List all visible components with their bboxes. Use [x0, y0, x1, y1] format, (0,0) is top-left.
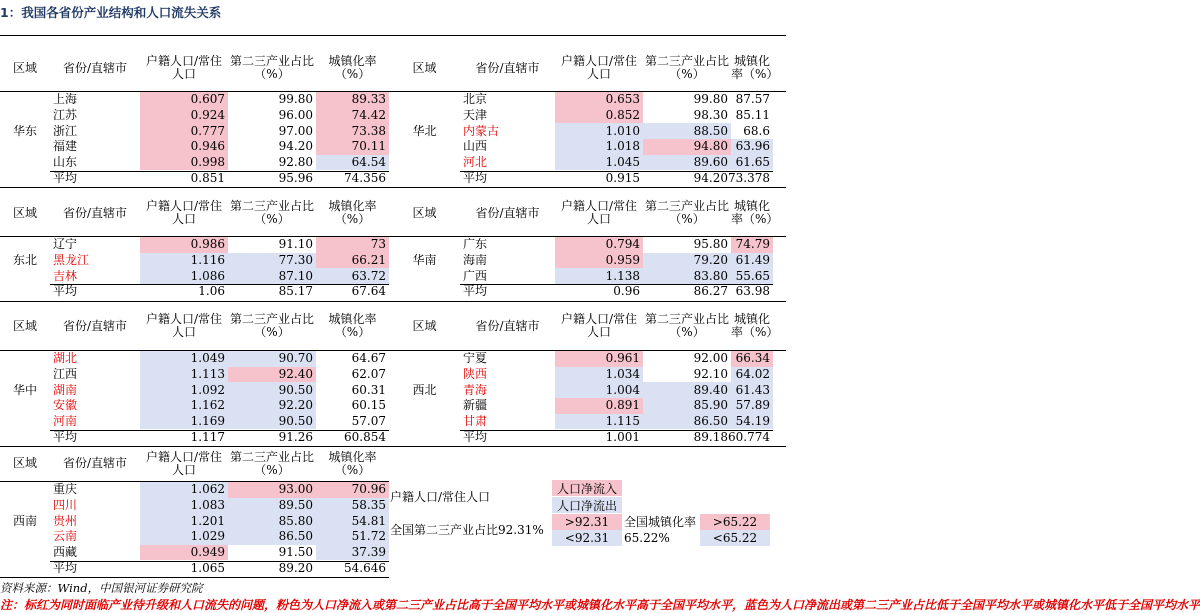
urbanization-value: 61.43 [731, 382, 773, 398]
urbanization-value: 74.42 [316, 108, 389, 124]
urbanization-value: 57.07 [351, 414, 386, 429]
hukou-ratio-value: 1.092 [140, 382, 228, 398]
header-region: 区域 [12, 60, 37, 75]
urbanization-value: 37.39 [316, 545, 389, 561]
hukou-ratio-value: 0.959 [555, 253, 643, 269]
province-name: 浙江 [53, 123, 78, 138]
urbanization-value: 63.96 [731, 139, 773, 155]
average-urban: 54.646 [344, 560, 386, 575]
province-name: 天津 [463, 108, 488, 123]
urbanization-value: 60.15 [351, 398, 386, 413]
province-name: 山东 [53, 155, 78, 170]
tertiary-share-value: 99.80 [278, 92, 313, 107]
urbanization-value: 54.19 [731, 414, 773, 430]
hukou-ratio-value: 1.113 [140, 367, 228, 383]
hukou-ratio-value: 0.946 [140, 139, 228, 155]
header-province: 省份/直辖市 [62, 205, 128, 220]
hukou-ratio-value: 0.794 [555, 237, 643, 253]
urbanization-value: 62.07 [351, 367, 386, 382]
urbanization-value: 54.81 [316, 513, 389, 529]
hukou-ratio-value: 0.891 [555, 398, 643, 414]
source-note: 资料来源：Wind，中国银河证券研究院 [0, 581, 203, 595]
header-urbanization: 城镇化率（%） [328, 54, 377, 81]
urbanization-value: 73.38 [316, 123, 389, 139]
average-urban: 60.854 [344, 429, 386, 444]
region-cell: 东北 [12, 253, 37, 268]
province-name: 新疆 [463, 398, 488, 413]
province-name: 青海 [463, 382, 488, 397]
tertiary-share-value: 97.00 [278, 123, 313, 138]
urbanization-value: 70.96 [316, 482, 389, 498]
tertiary-share-value: 83.80 [643, 268, 731, 284]
province-name: 云南 [53, 529, 78, 544]
header-province: 省份/直辖市 [475, 205, 540, 220]
average-label: 平均 [463, 284, 488, 299]
province-name: 内蒙古 [463, 123, 500, 138]
hukou-ratio-value: 1.083 [140, 498, 228, 514]
province-name: 广西 [463, 268, 488, 283]
table-rule [0, 577, 389, 578]
average-hukou: 1.001 [605, 429, 640, 444]
average-label: 平均 [463, 429, 488, 444]
hukou-ratio-value: 0.607 [140, 92, 228, 108]
hukou-ratio-value: 1.162 [140, 398, 228, 414]
tertiary-share-value: 86.50 [643, 414, 731, 430]
hukou-ratio-value: 0.653 [555, 92, 643, 108]
hukou-ratio-value: 0.986 [140, 237, 228, 253]
average-hukou: 0.96 [613, 284, 640, 299]
tertiary-share-value: 95.80 [693, 237, 728, 252]
urbanization-value: 85.11 [735, 108, 770, 123]
urbanization-value: 68.6 [743, 123, 770, 138]
hukou-ratio-value: 1.010 [555, 123, 643, 139]
hukou-ratio-value: 0.924 [140, 108, 228, 124]
legend-outflow: 人口净流出 [552, 497, 622, 513]
province-name: 福建 [53, 139, 78, 154]
hukou-ratio-value: 1.138 [555, 268, 643, 284]
urbanization-value: 64.02 [731, 367, 773, 383]
hukou-ratio-value: 1.029 [140, 529, 228, 545]
average-tertiary: 89.18 [693, 429, 728, 444]
hukou-ratio-value: 1.115 [555, 414, 643, 430]
average-hukou: 0.915 [605, 170, 640, 185]
header-urbanization: 城镇化率（%） [731, 54, 779, 81]
hukou-ratio-value: 1.004 [555, 382, 643, 398]
header-province: 省份/直辖市 [62, 60, 128, 75]
urbanization-value: 58.35 [316, 498, 389, 514]
legend-tertiary-high: >92.31 [552, 514, 622, 530]
average-urban: 63.98 [735, 284, 770, 299]
header-tertiary-share: 第二三产业占比（%） [644, 199, 729, 226]
hukou-ratio-value: 1.116 [140, 253, 228, 269]
average-label: 平均 [53, 284, 78, 299]
average-urban: 73.378 [728, 170, 770, 185]
urbanization-value: 60.31 [351, 382, 386, 397]
hukou-ratio-value: 0.998 [140, 155, 228, 171]
urbanization-value: 64.67 [351, 351, 386, 366]
hukou-ratio-value: 1.062 [140, 482, 228, 498]
province-name: 宁夏 [463, 351, 488, 366]
average-urban: 67.64 [351, 284, 386, 299]
tertiary-share-value: 90.50 [228, 382, 316, 398]
average-tertiary: 94.20 [693, 170, 728, 185]
province-name: 安徽 [53, 398, 78, 413]
province-name: 陕西 [463, 367, 488, 382]
tertiary-share-value: 85.90 [643, 398, 731, 414]
urbanization-value: 57.89 [731, 398, 773, 414]
tertiary-share-value: 93.00 [228, 482, 316, 498]
province-name: 贵州 [53, 513, 78, 528]
header-tertiary-share: 第二三产业占比（%） [229, 449, 314, 477]
hukou-ratio-value: 1.018 [555, 139, 643, 155]
hukou-ratio-value: 1.169 [140, 414, 228, 430]
legend-inflow: 人口净流入 [552, 480, 622, 496]
tertiary-share-value: 90.50 [228, 414, 316, 430]
province-name: 北京 [463, 92, 488, 107]
region-cell: 西北 [412, 382, 437, 397]
tertiary-share-value: 89.40 [643, 382, 731, 398]
tertiary-share-value: 94.80 [643, 139, 731, 155]
legend-urban-label: 全国城镇化率65.22% [624, 515, 697, 545]
header-region: 区域 [412, 318, 437, 333]
urbanization-value: 55.65 [731, 268, 773, 284]
province-name: 湖南 [53, 382, 78, 397]
province-name: 甘肃 [463, 414, 488, 429]
legend-hukou-label: 户籍人口/常住人口 [390, 489, 491, 504]
average-tertiary: 95.96 [278, 170, 313, 185]
header-tertiary-share: 第二三产业占比（%） [229, 54, 314, 81]
urbanization-value: 89.33 [316, 92, 389, 108]
average-hukou: 1.06 [198, 284, 225, 299]
average-tertiary: 91.26 [278, 429, 313, 444]
legend-tertiary-label: 全国第二三产业占比92.31% [390, 523, 544, 537]
header-province: 省份/直辖市 [62, 318, 128, 333]
region-cell: 华北 [412, 123, 437, 138]
tertiary-share-value: 92.00 [693, 351, 728, 366]
header-region: 区域 [412, 205, 437, 220]
tertiary-share-value: 92.80 [278, 155, 313, 170]
header-hukou-ratio: 户籍人口/常住人口 [145, 199, 223, 226]
urbanization-value: 61.65 [731, 155, 773, 171]
urbanization-value: 73 [316, 237, 389, 253]
average-urban: 74.356 [344, 170, 386, 185]
province-name: 辽宁 [53, 237, 78, 252]
header-province: 省份/直辖市 [475, 318, 540, 333]
hukou-ratio-value: 1.201 [140, 513, 228, 529]
tertiary-share-value: 99.80 [693, 92, 728, 107]
header-urbanization: 城镇化率（%） [328, 199, 377, 226]
province-name: 黑龙江 [53, 253, 90, 268]
header-hukou-ratio: 户籍人口/常住人口 [145, 312, 223, 339]
province-name: 上海 [53, 92, 78, 107]
tertiary-share-value: 89.50 [228, 498, 316, 514]
tertiary-share-value: 91.10 [278, 237, 313, 252]
average-hukou: 1.117 [190, 429, 225, 444]
province-name: 吉林 [53, 268, 78, 283]
tertiary-share-value: 89.60 [643, 155, 731, 171]
hukou-ratio-value: 1.045 [555, 155, 643, 171]
province-name: 河南 [53, 414, 78, 429]
province-name: 山西 [463, 139, 488, 154]
header-urbanization: 城镇化率（%） [328, 312, 377, 339]
legend-urban-low: <65.22 [700, 530, 770, 546]
tertiary-share-value: 85.80 [228, 513, 316, 529]
header-region: 区域 [412, 60, 437, 75]
header-province: 省份/直辖市 [62, 456, 128, 470]
urbanization-value: 87.57 [735, 92, 770, 107]
tertiary-share-value: 87.10 [228, 268, 316, 284]
province-name: 四川 [53, 498, 78, 513]
table-rule [0, 187, 786, 188]
hukou-ratio-value: 0.961 [555, 351, 643, 367]
province-name: 江西 [53, 367, 78, 382]
tertiary-share-value: 88.50 [643, 123, 731, 139]
province-name: 广东 [463, 237, 488, 252]
table-title: 1：我国各省份产业结构和人口流失关系 [0, 5, 222, 20]
tertiary-share-value: 90.70 [228, 351, 316, 367]
header-region: 区域 [12, 456, 37, 470]
legend-urban-high: >65.22 [700, 514, 770, 530]
header-urbanization: 城镇化率（%） [731, 199, 779, 226]
average-tertiary: 89.20 [278, 560, 313, 575]
hukou-ratio-value: 0.852 [555, 108, 643, 124]
header-tertiary-share: 第二三产业占比（%） [644, 54, 729, 81]
header-region: 区域 [12, 318, 37, 333]
header-hukou-ratio: 户籍人口/常住人口 [560, 312, 638, 339]
tertiary-share-value: 92.40 [228, 367, 316, 383]
province-name: 海南 [463, 253, 488, 268]
province-name: 重庆 [53, 482, 78, 497]
header-urbanization: 城镇化率（%） [731, 312, 779, 339]
footnote: 注：标红为同时面临产业待升级和人口流失的问题，粉色为人口净流入或第二三产业占比高于全国平均水平或城镇化水平高于全国平均水平，蓝色为人口净流出或第二三产业占比低于全国平均水平或城镇化水平低于全国平均水平 [0, 598, 1200, 612]
hukou-ratio-value: 0.777 [140, 123, 228, 139]
province-name: 江苏 [53, 108, 78, 123]
province-name: 西藏 [53, 545, 78, 560]
hukou-ratio-value: 1.034 [555, 367, 643, 383]
average-label: 平均 [463, 170, 488, 185]
hukou-ratio-value: 1.086 [140, 268, 228, 284]
urbanization-value: 74.79 [731, 237, 773, 253]
average-hukou: 1.065 [190, 560, 225, 575]
tertiary-share-value: 91.50 [278, 545, 313, 560]
header-hukou-ratio: 户籍人口/常住人口 [145, 449, 223, 477]
legend-tertiary-low: <92.31 [552, 530, 622, 546]
average-tertiary: 85.17 [278, 284, 313, 299]
region-cell: 华南 [412, 253, 437, 268]
tertiary-share-value: 92.10 [693, 367, 728, 382]
urbanization-value: 66.34 [731, 351, 773, 367]
hukou-ratio-value: 0.949 [140, 545, 228, 561]
tertiary-share-value: 79.20 [643, 253, 731, 269]
average-label: 平均 [53, 170, 78, 185]
urbanization-value: 70.11 [316, 139, 389, 155]
average-label: 平均 [53, 560, 78, 575]
header-tertiary-share: 第二三产业占比（%） [229, 199, 314, 226]
urbanization-value: 63.72 [316, 268, 389, 284]
header-hukou-ratio: 户籍人口/常住人口 [145, 54, 223, 81]
average-label: 平均 [53, 429, 78, 444]
header-province: 省份/直辖市 [475, 60, 540, 75]
tertiary-share-value: 98.30 [693, 108, 728, 123]
average-urban: 60.774 [728, 429, 770, 444]
header-region: 区域 [12, 205, 37, 220]
tertiary-share-value: 96.00 [278, 108, 313, 123]
urbanization-value: 61.49 [731, 253, 773, 269]
tertiary-share-value: 86.50 [228, 529, 316, 545]
table-rule [0, 301, 786, 302]
top-rule [0, 35, 786, 36]
header-hukou-ratio: 户籍人口/常住人口 [560, 199, 638, 226]
tertiary-share-value: 77.30 [228, 253, 316, 269]
region-cell: 西南 [12, 513, 37, 528]
urbanization-value: 51.72 [316, 529, 389, 545]
header-hukou-ratio: 户籍人口/常住人口 [560, 54, 638, 81]
region-cell: 华东 [12, 123, 37, 138]
hukou-ratio-value: 1.049 [140, 351, 228, 367]
average-tertiary: 86.27 [693, 284, 728, 299]
header-urbanization: 城镇化率（%） [328, 449, 377, 477]
urbanization-value: 66.21 [316, 253, 389, 269]
region-cell: 华中 [12, 382, 37, 397]
urbanization-value: 64.54 [316, 155, 389, 171]
header-tertiary-share: 第二三产业占比（%） [229, 312, 314, 339]
province-name: 湖北 [53, 351, 78, 366]
average-hukou: 0.851 [190, 170, 225, 185]
tertiary-share-value: 94.20 [278, 139, 313, 154]
tertiary-share-value: 92.20 [228, 398, 316, 414]
header-tertiary-share: 第二三产业占比（%） [644, 312, 729, 339]
province-name: 河北 [463, 155, 488, 170]
